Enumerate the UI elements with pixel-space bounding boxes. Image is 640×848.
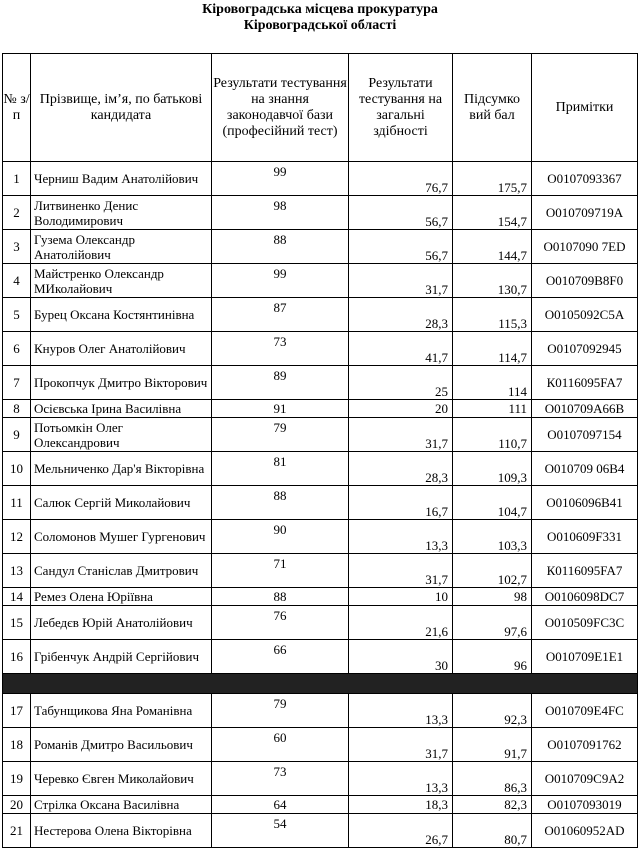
row-num: 2 bbox=[3, 196, 31, 230]
row-total-score: 110,7 bbox=[453, 418, 532, 452]
row-name: Литвиненко Денис Володимирович bbox=[31, 196, 212, 230]
row-law-score: 73 bbox=[212, 332, 349, 366]
row-note: О0107097154 bbox=[532, 418, 638, 452]
row-num: 18 bbox=[3, 728, 31, 762]
header-law-test: Результати тестування на знання законодавчої бази (професійний тест) bbox=[212, 54, 349, 162]
row-law-score: 90 bbox=[212, 520, 349, 554]
row-name: Черниш Вадим Анатолійович bbox=[31, 162, 212, 196]
row-note: О0107093367 bbox=[532, 162, 638, 196]
table-row bbox=[3, 366, 638, 400]
row-total-score: 114,7 bbox=[453, 332, 532, 366]
row-ability-score: 31,7 bbox=[349, 728, 453, 762]
row-num: 11 bbox=[3, 486, 31, 520]
row-ability-score: 26,7 bbox=[349, 814, 453, 848]
row-name: Потьомкін Олег Олександрович bbox=[31, 418, 212, 452]
table-row bbox=[3, 486, 638, 520]
row-law-score: 66 bbox=[212, 640, 349, 674]
row-num: 5 bbox=[3, 298, 31, 332]
row-law-score: 99 bbox=[212, 264, 349, 298]
row-ability-score: 13,3 bbox=[349, 694, 453, 728]
row-ability-score: 18,3 bbox=[349, 796, 453, 814]
row-num: 19 bbox=[3, 762, 31, 796]
header-total: Підсумко вий бал bbox=[453, 54, 532, 162]
row-name: Черевко Євген Миколайович bbox=[31, 762, 212, 796]
row-total-score: 91,7 bbox=[453, 728, 532, 762]
row-law-score: 60 bbox=[212, 728, 349, 762]
row-ability-score: 56,7 bbox=[349, 230, 453, 264]
row-num: 20 bbox=[3, 796, 31, 814]
row-note: О010709719А bbox=[532, 196, 638, 230]
row-num: 16 bbox=[3, 640, 31, 674]
row-num: 1 bbox=[3, 162, 31, 196]
table-row bbox=[3, 588, 638, 606]
table-row bbox=[3, 694, 638, 728]
table-row bbox=[3, 762, 638, 796]
table-row bbox=[3, 554, 638, 588]
row-note: О0105092C5A bbox=[532, 298, 638, 332]
title-line-2: Кіровоградської області bbox=[243, 18, 397, 33]
row-note: О01060952AD bbox=[532, 814, 638, 848]
row-law-score: 87 bbox=[212, 298, 349, 332]
separator-bar bbox=[3, 674, 638, 694]
row-law-score: 64 bbox=[212, 796, 349, 814]
row-law-score: 88 bbox=[212, 486, 349, 520]
row-num: 8 bbox=[3, 400, 31, 418]
row-name: Кнуров Олег Анатолійович bbox=[31, 332, 212, 366]
document-title bbox=[0, 0, 640, 34]
row-note: О0107091762 bbox=[532, 728, 638, 762]
row-ability-score: 25 bbox=[349, 366, 453, 400]
header-ability-test: Результати тестування на загальні здібності bbox=[349, 54, 453, 162]
row-ability-score: 28,3 bbox=[349, 298, 453, 332]
row-name: Осієвська Ірина Василівна bbox=[31, 400, 212, 418]
row-law-score: 99 bbox=[212, 162, 349, 196]
row-law-score: 98 bbox=[212, 196, 349, 230]
table-row bbox=[3, 196, 638, 230]
row-ability-score: 76,7 bbox=[349, 162, 453, 196]
row-name: Соломонов Мушег Гургенович bbox=[31, 520, 212, 554]
row-ability-score: 31,7 bbox=[349, 418, 453, 452]
row-total-score: 115,3 bbox=[453, 298, 532, 332]
row-ability-score: 13,3 bbox=[349, 520, 453, 554]
row-num: 14 bbox=[3, 588, 31, 606]
title-line-1: Кіровоградська місцева прокуратура bbox=[202, 2, 438, 17]
row-name: Лебедєв Юрій Анатолійович bbox=[31, 606, 212, 640]
row-ability-score: 30 bbox=[349, 640, 453, 674]
row-name: Табунщикова Яна Романівна bbox=[31, 694, 212, 728]
row-total-score: 102,7 bbox=[453, 554, 532, 588]
row-law-score: 88 bbox=[212, 588, 349, 606]
row-note: О0107093019 bbox=[532, 796, 638, 814]
row-ability-score: 10 bbox=[349, 588, 453, 606]
row-law-score: 88 bbox=[212, 230, 349, 264]
row-law-score: 81 bbox=[212, 452, 349, 486]
row-ability-score: 21,6 bbox=[349, 606, 453, 640]
row-total-score: 114 bbox=[453, 366, 532, 400]
row-ability-score: 41,7 bbox=[349, 332, 453, 366]
row-num: 4 bbox=[3, 264, 31, 298]
row-total-score: 144,7 bbox=[453, 230, 532, 264]
row-total-score: 97,6 bbox=[453, 606, 532, 640]
row-ability-score: 16,7 bbox=[349, 486, 453, 520]
separator-row bbox=[3, 674, 638, 694]
row-law-score: 89 bbox=[212, 366, 349, 400]
row-name: Майстренко Олександр МИколайович bbox=[31, 264, 212, 298]
row-name: Сандул Станіслав Дмитрович bbox=[31, 554, 212, 588]
row-note: О0106096B41 bbox=[532, 486, 638, 520]
row-note: О010709C9A2 bbox=[532, 762, 638, 796]
table-row bbox=[3, 264, 638, 298]
table-row bbox=[3, 606, 638, 640]
row-name: Бурец Оксана Костянтинівна bbox=[31, 298, 212, 332]
row-law-score: 79 bbox=[212, 418, 349, 452]
row-ability-score: 56,7 bbox=[349, 196, 453, 230]
row-num: 3 bbox=[3, 230, 31, 264]
row-num: 21 bbox=[3, 814, 31, 848]
row-num: 9 bbox=[3, 418, 31, 452]
row-name: Салюк Сергій Миколайович bbox=[31, 486, 212, 520]
row-ability-score: 28,3 bbox=[349, 452, 453, 486]
row-num: 15 bbox=[3, 606, 31, 640]
row-note: О010709E4FC bbox=[532, 694, 638, 728]
table-row bbox=[3, 452, 638, 486]
row-note: К0116095FA7 bbox=[532, 366, 638, 400]
row-total-score: 109,3 bbox=[453, 452, 532, 486]
row-law-score: 79 bbox=[212, 694, 349, 728]
row-num: 7 bbox=[3, 366, 31, 400]
row-note: О0107090 7ED bbox=[532, 230, 638, 264]
row-note: К0116095FA7 bbox=[532, 554, 638, 588]
table-row bbox=[3, 814, 638, 848]
row-note: О010709B8F0 bbox=[532, 264, 638, 298]
table-row bbox=[3, 520, 638, 554]
header-name: Прізвище, ім’я, по батькові кандидата bbox=[31, 54, 212, 162]
header-notes: Примітки bbox=[532, 54, 638, 162]
row-total-score: 111 bbox=[453, 400, 532, 418]
row-note: О010709А66В bbox=[532, 400, 638, 418]
row-num: 12 bbox=[3, 520, 31, 554]
header-num: № з/ п bbox=[3, 54, 31, 162]
row-note: О010609F331 bbox=[532, 520, 638, 554]
row-num: 17 bbox=[3, 694, 31, 728]
row-total-score: 175,7 bbox=[453, 162, 532, 196]
table-header-row bbox=[3, 54, 638, 162]
results-table bbox=[2, 53, 638, 848]
row-note: О010509FC3C bbox=[532, 606, 638, 640]
row-total-score: 80,7 bbox=[453, 814, 532, 848]
row-ability-score: 31,7 bbox=[349, 264, 453, 298]
row-law-score: 76 bbox=[212, 606, 349, 640]
table-row bbox=[3, 332, 638, 366]
row-total-score: 104,7 bbox=[453, 486, 532, 520]
row-num: 10 bbox=[3, 452, 31, 486]
row-note: О0106098DC7 bbox=[532, 588, 638, 606]
table-body bbox=[3, 162, 638, 848]
row-name: Стрілка Оксана Василівна bbox=[31, 796, 212, 814]
row-ability-score: 13,3 bbox=[349, 762, 453, 796]
row-total-score: 86,3 bbox=[453, 762, 532, 796]
row-total-score: 92,3 bbox=[453, 694, 532, 728]
row-name: Гузема Олександр Анатолійович bbox=[31, 230, 212, 264]
table-row bbox=[3, 298, 638, 332]
row-note: О010709 06B4 bbox=[532, 452, 638, 486]
table-row bbox=[3, 796, 638, 814]
row-name: Романів Дмитро Васильович bbox=[31, 728, 212, 762]
row-num: 13 bbox=[3, 554, 31, 588]
row-total-score: 96 bbox=[453, 640, 532, 674]
row-law-score: 54 bbox=[212, 814, 349, 848]
row-name: Мельниченко Дар'я Вікторівна bbox=[31, 452, 212, 486]
row-name: Нестерова Олена Вікторівна bbox=[31, 814, 212, 848]
row-total-score: 98 bbox=[453, 588, 532, 606]
row-note: О010709E1E1 bbox=[532, 640, 638, 674]
row-name: Прокопчук Дмитро Вікторович bbox=[31, 366, 212, 400]
table-row bbox=[3, 418, 638, 452]
row-ability-score: 20 bbox=[349, 400, 453, 418]
row-name: Грібенчук Андрій Сергійович bbox=[31, 640, 212, 674]
table-row bbox=[3, 400, 638, 418]
table-row bbox=[3, 230, 638, 264]
row-law-score: 71 bbox=[212, 554, 349, 588]
row-num: 6 bbox=[3, 332, 31, 366]
table-row bbox=[3, 162, 638, 196]
table-row bbox=[3, 640, 638, 674]
row-total-score: 130,7 bbox=[453, 264, 532, 298]
row-name: Ремез Олена Юріївна bbox=[31, 588, 212, 606]
row-total-score: 154,7 bbox=[453, 196, 532, 230]
row-law-score: 91 bbox=[212, 400, 349, 418]
row-note: О0107092945 bbox=[532, 332, 638, 366]
row-law-score: 73 bbox=[212, 762, 349, 796]
table-row bbox=[3, 728, 638, 762]
row-ability-score: 31,7 bbox=[349, 554, 453, 588]
row-total-score: 103,3 bbox=[453, 520, 532, 554]
row-total-score: 82,3 bbox=[453, 796, 532, 814]
